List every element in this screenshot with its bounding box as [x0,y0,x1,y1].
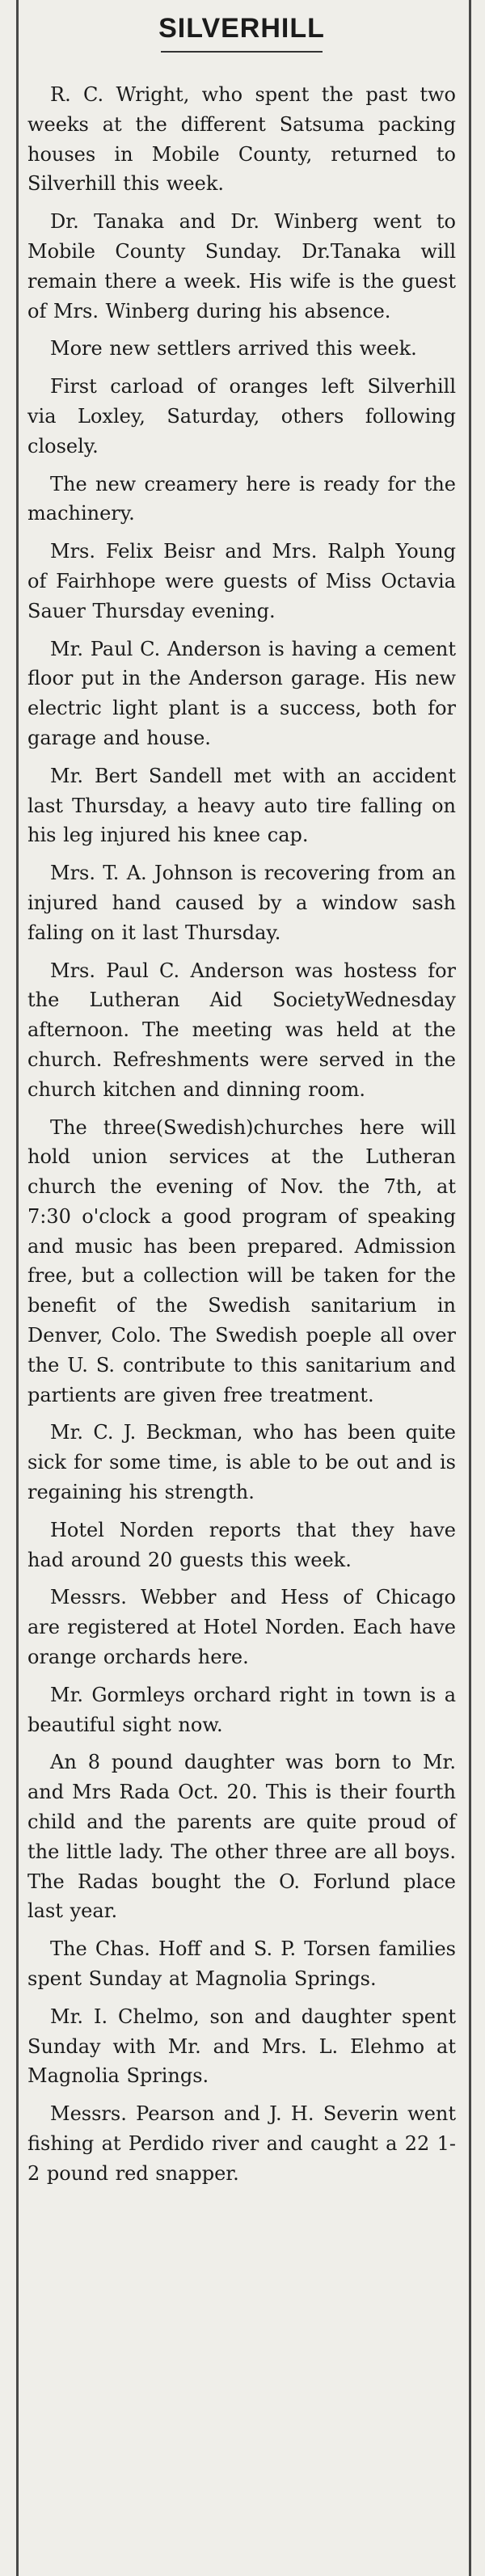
news-item: Hotel Norden reports that they have had around 20 guests this week. [27,1518,456,1571]
news-item: Messrs. Webber and Hess of Chicago are registered at Hotel Norden. Each have orange orchards here. [27,1586,456,1669]
news-item: R. C. Wright, who spent the past two weeks at the different Satsuma packing houses in Mobile County, returned to Silverhill this week. [27,83,456,196]
news-item: Mrs. Felix Beisr and Mrs. Ralph Young of Fairhhope were guests of Miss Octavia Sauer Thursday evening. [27,540,456,622]
news-item: Mrs. Paul C. Anderson was hostess for the Lutheran Aid SocietyWednesday afternoon. The meeting was held at the church. Refreshments were served in the church kitchen and dinning room. [27,959,456,1101]
news-item: The Chas. Hoff and S. P. Torsen families spent Sunday at Magnolia Springs. [27,1937,456,1991]
column-rule-right [469,0,471,2576]
news-item: The three(Swedish)churches here will hold union services at the Lutheran church the evening of Nov. the 7th, at 7:30 o'clock a good program of speaking and music has been prepared. Admission free, but a collection will be taken for the benefit of the Swedish sanitarium in Denver, Colo. The Swedish poeple all over the U. S. contribute to this sanitarium and partients are given free treatment. [27,1115,456,1406]
column-headline: SILVERHILL [158,13,325,44]
news-item: More new settlers arrived this week. [50,337,417,360]
headline-rule [161,51,323,53]
news-item: Mr. Bert Sandell met with an accident last Thursday, a heavy auto tire falling on his leg injured his knee cap. [27,764,456,847]
news-column [27,0,456,2576]
news-item: Mr. I. Chelmo, son and daughter spent Sunday with Mr. and Mrs. L. Elehmo at Magnolia Springs. [27,2005,456,2088]
news-item: Dr. Tanaka and Dr. Winberg went to Mobile County Sunday. Dr.Tanaka will remain there a week. His wife is the guest of Mrs. Winberg during his absence. [27,210,456,323]
news-items [27,80,456,2189]
news-item: The new creamery here is ready for the machinery. [27,472,456,525]
news-item: Messrs. Pearson and J. H. Severin went fishing at Perdido river and caught a 22 1-2 pound red snapper. [27,2102,456,2185]
news-item: Mrs. T. A. Johnson is recovering from an injured hand caused by a window sash faling on it last Thursday. [27,862,456,944]
news-item: Mr. Paul C. Anderson is having a cement floor put in the Anderson garage. His new electric light plant is a success, both for garage and house. [27,637,456,749]
news-item: An 8 pound daughter was born to Mr. and Mrs Rada Oct. 20. This is their fourth child and the parents are quite proud of the little lady. The other three are all boys. The Radas bought the O. Forlund place last year. [27,1751,456,1923]
news-item: Mr. Gormleys orchard right in town is a beautiful sight now. [27,1683,456,1736]
news-item: Mr. C. J. Beckman, who has been quite sick for some time, is able to be out and is regaining his strength. [27,1421,456,1504]
news-item: First carload of oranges left Silverhill via Loxley, Saturday, others following closely. [27,375,456,457]
column-rule-left [16,0,19,2576]
